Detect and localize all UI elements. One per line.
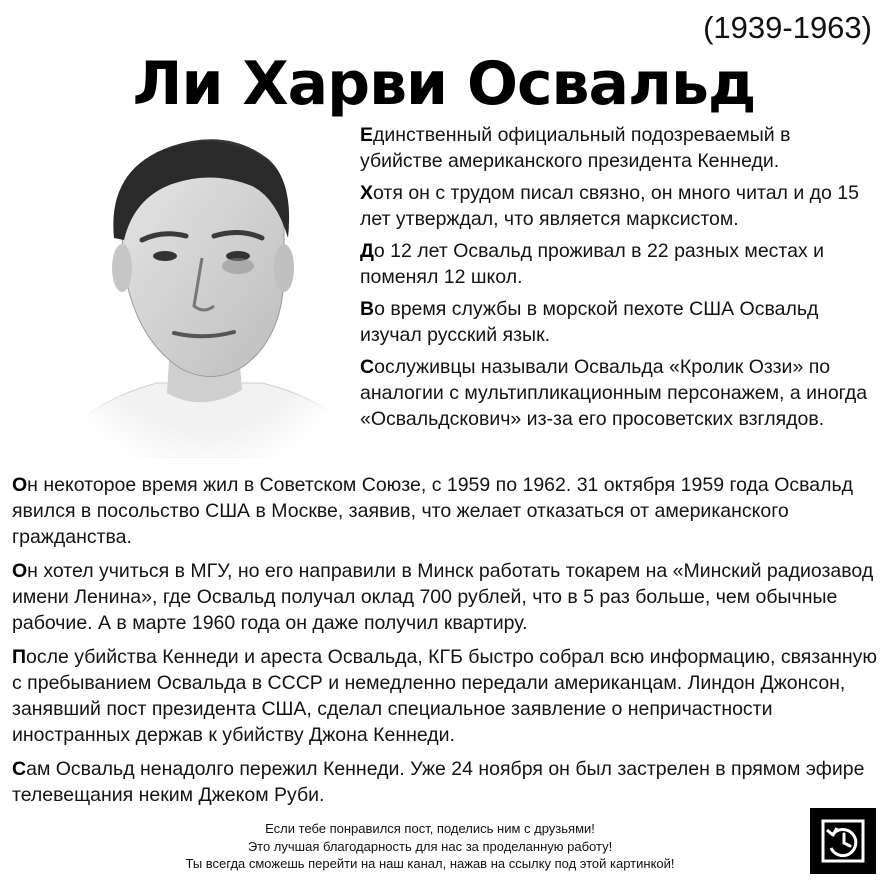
paragraph-text: н некоторое время жил в Советском Союзе, с 1959 по 1962. 31 октября 1959 года Освальд явился в посольство США в Москве, заявив, что желает отказаться от американского гражданства. <box>12 474 854 548</box>
drop-letter: Х <box>360 182 374 204</box>
fact-paragraph <box>360 180 875 232</box>
fact-paragraph <box>360 354 875 432</box>
paragraph-text: ам Освальд ненадолго пережил Кеннеди. Уже 24 ноября он был застрелен в прямом эфире телевещания неким Джеком Руби. <box>12 758 865 806</box>
drop-letter: С <box>12 758 27 780</box>
drop-letter: Д <box>360 240 374 262</box>
paragraph-text: н хотел учиться в МГУ, но его направили в Минск работать токарем на «Минский радиозавод имени Ленина», где Освальд получал оклад 700 рублей, что в 5 раз больше, чем обычные рабочие. А в марте 1960 года он даже получил квартиру. <box>12 560 874 634</box>
history-clock-icon[interactable] <box>810 808 876 874</box>
drop-letter: Е <box>360 124 374 146</box>
facts-column <box>360 122 875 438</box>
footer-line: Ты всегда сможешь перейти на наш канал, нажав на ссылку под этой картинкой! <box>185 856 675 871</box>
fact-text: о 12 лет Освальд проживал в 22 разных местах и поменял 12 школ. <box>360 240 825 288</box>
footer-line: Если тебе понравился пост, поделись ним с друзьями! <box>265 821 595 836</box>
drop-letter: П <box>12 646 27 668</box>
fact-paragraph <box>360 238 875 290</box>
body-paragraph <box>12 472 878 550</box>
page-title: Ли Харви Освальд <box>132 49 756 119</box>
portrait-photo <box>62 128 350 458</box>
years-label: (1939-1963) <box>703 10 872 45</box>
fact-text: динственный официальный подозреваемый в убийстве американского президента Кеннеди. <box>360 124 791 172</box>
drop-letter: О <box>12 474 28 496</box>
body-paragraph <box>12 644 878 748</box>
fact-paragraph <box>360 296 875 348</box>
body-text <box>12 472 878 816</box>
fact-text: отя он с трудом писал связно, он много читал и до 15 лет утверждал, что является марксистом. <box>360 182 859 230</box>
footer-note <box>100 820 760 873</box>
drop-letter: В <box>360 298 375 320</box>
paragraph-text: осле убийства Кеннеди и ареста Освальда, КГБ быстро собрал всю информацию, связанную с пребыванием Освальда в СССР и немедленно передали американцам. Линдон Джонсон, занявший пост президента США, сделал специальное заявление о непричастности иностранных держав к убийству Джона Кеннеди. <box>12 646 877 746</box>
fact-text: о время службы в морской пехоте США Освальд изучал русский язык. <box>360 298 819 346</box>
body-paragraph <box>12 756 878 808</box>
body-paragraph <box>12 558 878 636</box>
footer-line: Это лучшая благодарность для нас за проделанную работу! <box>247 838 613 854</box>
drop-letter: С <box>360 356 375 378</box>
drop-letter: О <box>12 560 28 582</box>
fact-paragraph <box>360 122 875 174</box>
fact-text: ослуживцы называли Освальда «Кролик Оззи» по аналогии с мультипликационным персонажем, а иногда «Освальдскович» из-за его просоветских взглядов. <box>360 356 868 430</box>
